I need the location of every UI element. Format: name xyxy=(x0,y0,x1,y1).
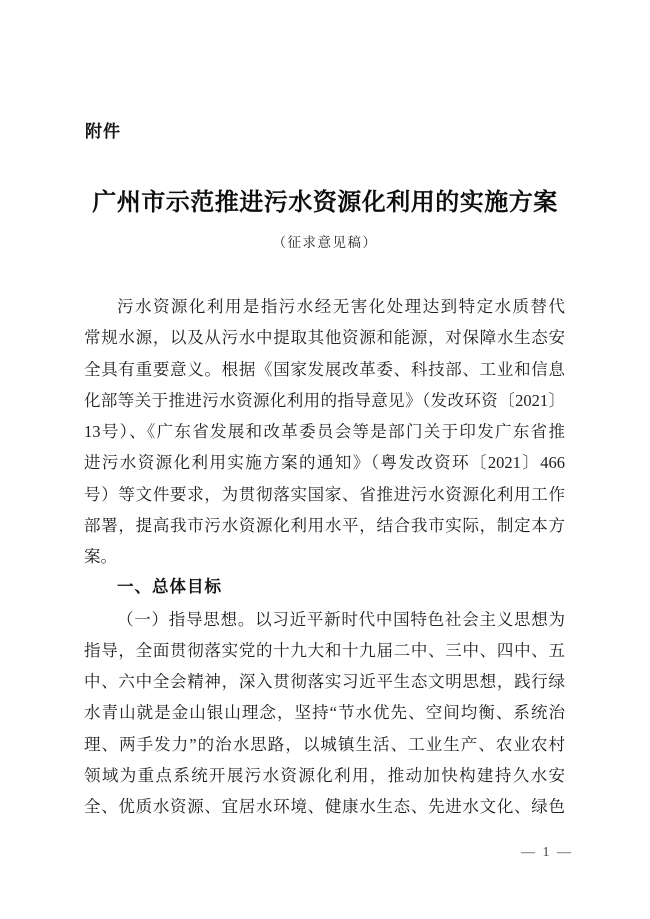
document-subtitle: （征求意见稿） xyxy=(272,235,378,250)
paragraph1-line: 化部等关于推进污水资源化利用的指导意见》（发改环资〔2021〕 xyxy=(84,390,565,410)
paragraph1-line: 案。 xyxy=(84,547,117,566)
paragraph2-line: 水青山就是金山银山理念，坚持“节水优先、空间均衡、系统治 xyxy=(84,703,565,723)
document-body xyxy=(84,291,565,822)
paragraph2-line: 理、两手发力”的治水思路，以城镇生活、工业生产、农业农村 xyxy=(84,734,565,754)
page-title: 广州市示范推进污水资源化利用的实施方案 xyxy=(92,190,558,216)
paragraph1-line: 污水资源化利用是指污水经无害化处理达到特定水质替代 xyxy=(117,297,565,316)
paragraph1-line: 全具有重要意义。根据《国家发展改革委、科技部、工业和信息 xyxy=(84,359,565,379)
section-heading: 一、总体目标 xyxy=(117,578,222,597)
paragraph1-line: 号）等文件要求，为贯彻落实国家、省推进污水资源化利用工作 xyxy=(84,484,565,504)
paragraph1-line: 13号）、《广东省发展和改革委员会等是部门关于印发广东省推 xyxy=(84,422,565,441)
paragraph1-line: 进污水资源化利用实施方案的通知》（粤发改资环〔2021〕466 xyxy=(84,453,565,473)
paragraph2-line: 中、六中全会精神，深入贯彻落实习近平生态文明思想，践行绿 xyxy=(84,672,565,691)
paragraph2-line: 指导，全面贯彻落实党的十九大和十九届二中、三中、四中、五 xyxy=(84,640,565,660)
paragraph2-line: 全、优质水资源、宜居水环境、健康水生态、先进水文化、绿色 xyxy=(84,797,565,816)
paragraph1-line: 部署，提高我市污水资源化利用水平，结合我市实际，制定本方 xyxy=(84,515,565,535)
paragraph1-line: 常规水源，以及从污水中提取其他资源和能源，对保障水生态安 xyxy=(84,328,565,348)
attachment-label: 附件 xyxy=(85,122,121,141)
paragraph2-line: （一）指导思想。以习近平新时代中国特色社会主义思想为 xyxy=(117,609,565,629)
page-number: — 1 — xyxy=(521,845,573,860)
paragraph2-line: 领域为重点系统开展污水资源化利用，推动加快构建持久水安 xyxy=(84,765,565,785)
